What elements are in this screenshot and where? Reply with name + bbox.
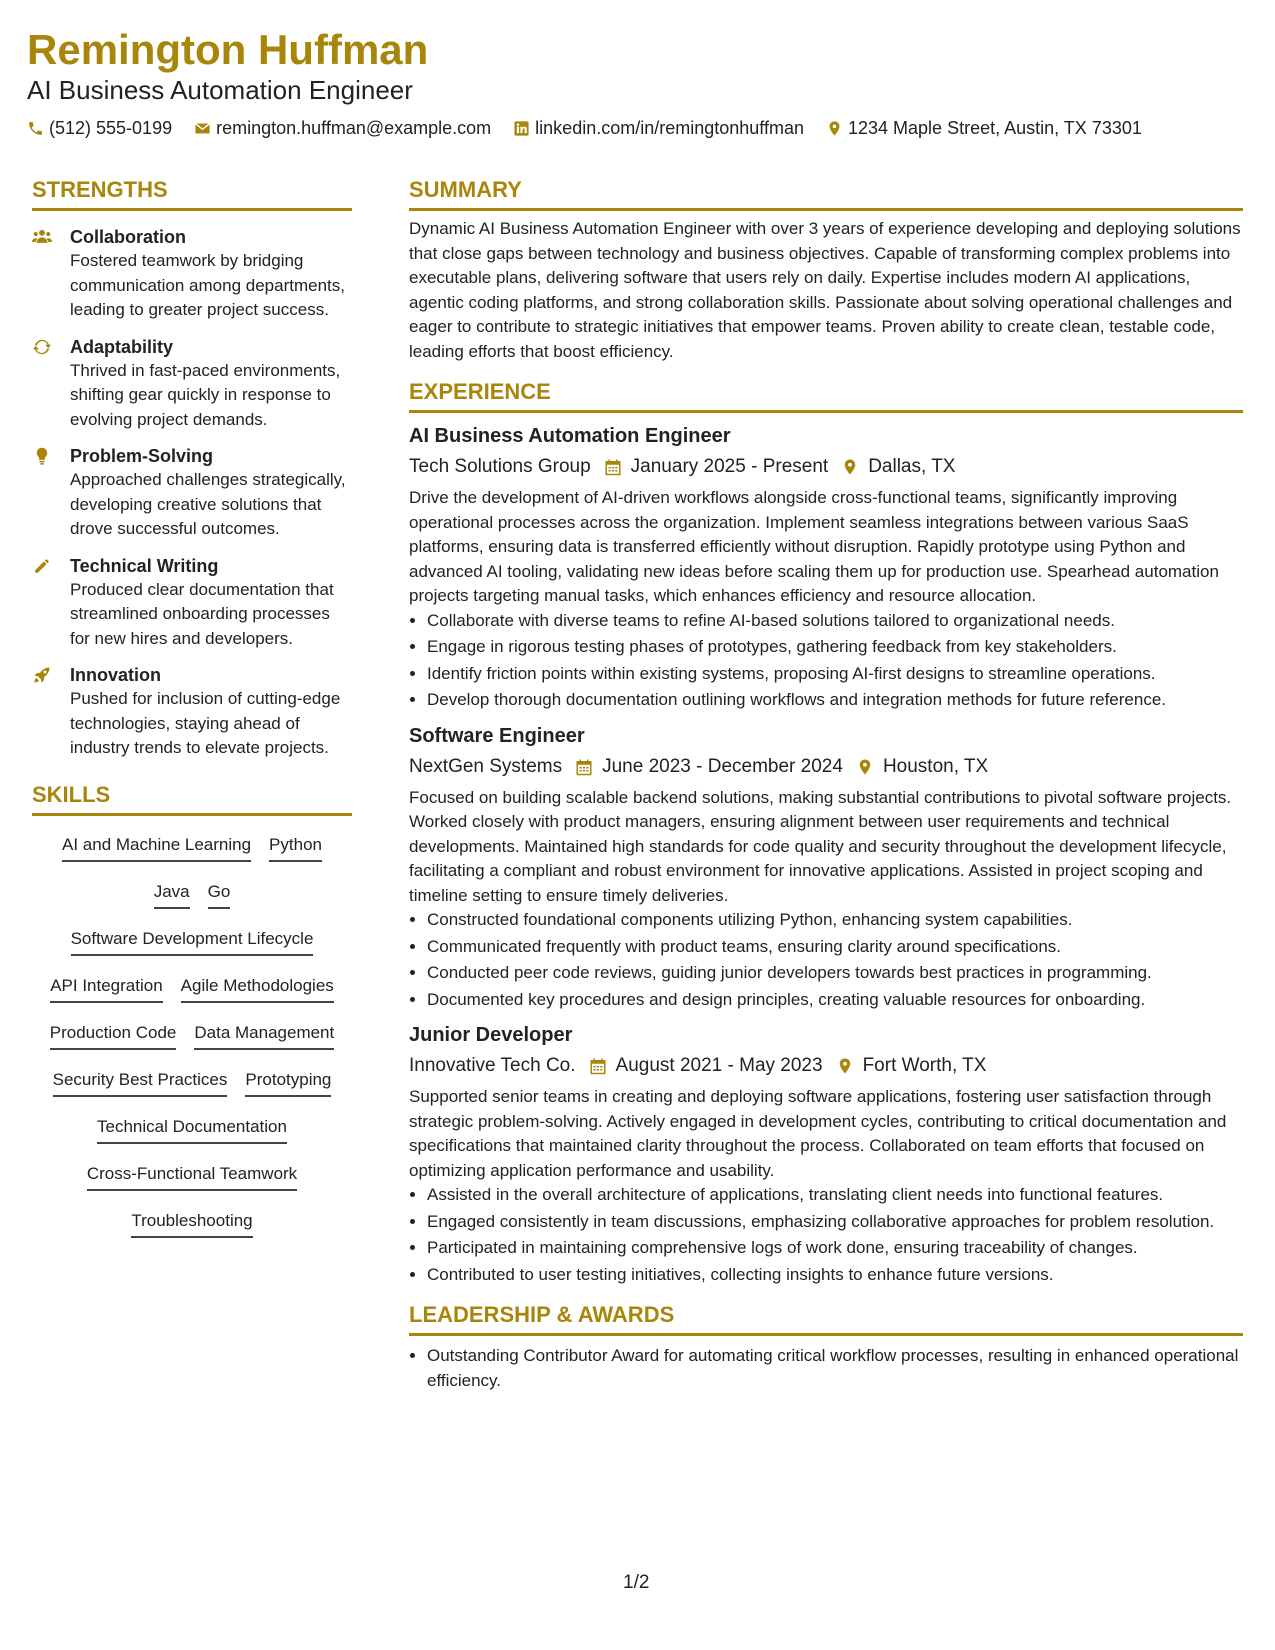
list-item: • Communicated frequently with product teams, ensuring clarity around specifications. bbox=[427, 935, 1243, 960]
phone-text: (512) 555-0199 bbox=[49, 118, 173, 138]
list-item: • Collaborate with diverse teams to refine AI-based solutions tailored to organizational needs. bbox=[427, 609, 1243, 634]
calendar-icon bbox=[604, 458, 622, 476]
job-title: Software Engineer bbox=[409, 724, 585, 747]
strength-desc: Approached challenges strategically, developing creative solutions that drove successful outcomes. bbox=[70, 470, 346, 538]
job-bullets bbox=[409, 1183, 1243, 1287]
job-location: Fort Worth, TX bbox=[862, 1055, 987, 1076]
list-item: • Outstanding Contributor Award for automating critical workflow processes, resulting in enhanced operational efficiency. bbox=[427, 1344, 1243, 1393]
list-item: • Participated in maintaining comprehensive logs of work done, ensuring traceability of changes. bbox=[427, 1236, 1243, 1261]
skill-tag: Agile Methodologies bbox=[181, 971, 334, 1003]
list-item: • Contributed to user testing initiatives, collecting insights to enhance future versions. bbox=[427, 1263, 1243, 1288]
strength-desc: Thrived in fast-paced environments, shifting gear quickly in response to evolving project demands. bbox=[70, 360, 341, 429]
strength-name: Adaptability bbox=[70, 336, 174, 357]
job-location: Dallas, TX bbox=[868, 456, 956, 477]
strength-name: Problem-Solving bbox=[70, 446, 214, 466]
job-location: Houston, TX bbox=[882, 755, 989, 777]
skill-tag: Production Code bbox=[50, 1018, 177, 1050]
list-item: • Assisted in the overall architecture of applications, translating client needs into functional features. bbox=[427, 1183, 1243, 1208]
job-company: Innovative Tech Co. bbox=[409, 1055, 576, 1076]
candidate-name: Remington Huffman bbox=[27, 26, 429, 73]
job-entry bbox=[409, 423, 1243, 713]
contact-bar bbox=[27, 116, 1247, 140]
summary-heading: SUMMARY bbox=[409, 176, 1243, 211]
job-company: Tech Solutions Group bbox=[409, 456, 591, 477]
job-entry bbox=[409, 1022, 1243, 1287]
job-meta bbox=[409, 754, 1243, 780]
strength-item bbox=[32, 335, 352, 433]
phone-icon bbox=[27, 120, 44, 137]
contact-address bbox=[826, 116, 1142, 140]
calendar-icon bbox=[575, 758, 593, 776]
list-item: • Engaged consistently in team discussions, emphasizing collaborative approaches for problem resolution. bbox=[427, 1210, 1243, 1235]
job-meta bbox=[409, 454, 1243, 480]
linkedin-text: linkedin.com/in/remingtonhuffman bbox=[535, 118, 804, 138]
users-icon bbox=[32, 228, 52, 246]
job-dates: June 2023 - December 2024 bbox=[602, 755, 843, 777]
address-text: 1234 Maple Street, Austin, TX 73301 bbox=[848, 118, 1142, 138]
job-description: Drive the development of AI-driven workflows alongside cross-functional teams, significantly improving operational processes across the organization. Implement seamless integrations between various SaaS platforms, ensuring data is transferred efficiently without disruption. Rapidly prototype using Python and advanced AI tooling, validating new ideas before scaling them up for production use. Spearhead automation projects targeting manual tasks, which enhances efficiency and resource allocation. bbox=[409, 488, 1219, 605]
skill-tag: Go bbox=[208, 877, 231, 909]
strength-item bbox=[32, 663, 352, 761]
right-column bbox=[409, 176, 1243, 1395]
leadership-heading: LEADERSHIP & AWARDS bbox=[409, 1301, 1243, 1336]
linkedin-icon bbox=[513, 120, 530, 137]
skills-list bbox=[32, 830, 352, 1253]
list-item: • Constructed foundational components utilizing Python, enhancing system capabilities. bbox=[427, 908, 1243, 933]
strengths-heading: STRENGTHS bbox=[32, 176, 352, 211]
resume-header bbox=[27, 26, 1247, 140]
contact-phone[interactable] bbox=[27, 116, 172, 140]
strength-desc: Fostered teamwork by bridging communication among departments, leading to greater project success. bbox=[70, 251, 345, 319]
strength-item bbox=[32, 554, 352, 652]
contact-email[interactable] bbox=[194, 116, 491, 140]
experience-heading: EXPERIENCE bbox=[409, 378, 1243, 413]
strength-desc: Pushed for inclusion of cutting-edge technologies, staying ahead of industry trends to elevate projects. bbox=[70, 689, 341, 757]
skill-tag: API Integration bbox=[50, 971, 162, 1003]
calendar-icon bbox=[589, 1057, 607, 1075]
location-pin-icon bbox=[826, 120, 843, 137]
pencil-icon bbox=[32, 557, 52, 575]
candidate-title: AI Business Automation Engineer bbox=[27, 75, 413, 105]
strength-name: Innovation bbox=[70, 665, 161, 685]
refresh-icon bbox=[32, 338, 52, 356]
left-column bbox=[32, 176, 352, 1253]
job-description: Supported senior teams in creating and deploying software applications, fostering user satisfaction through strategic problem-solving. Actively engaged in development cycles, contributing to critical documentation and specifications that maintained clarity throughout the process. Collaborated on team efforts that focused on optimizing application performance and usability. bbox=[409, 1087, 1227, 1180]
list-item: • Identify friction points within existing systems, proposing AI-first designs to streamline operations. bbox=[427, 662, 1243, 687]
job-title: AI Business Automation Engineer bbox=[409, 425, 731, 447]
location-pin-icon bbox=[841, 458, 859, 476]
skill-tag: Security Best Practices bbox=[53, 1065, 228, 1097]
strength-name: Technical Writing bbox=[70, 555, 219, 576]
strength-name: Collaboration bbox=[70, 227, 186, 247]
location-pin-icon bbox=[836, 1057, 854, 1075]
list-item: • Develop thorough documentation outlining workflows and integration methods for future reference. bbox=[427, 688, 1243, 713]
skill-tag: Troubleshooting bbox=[131, 1206, 252, 1238]
skill-tag: Cross-Functional Teamwork bbox=[87, 1159, 297, 1191]
job-company: NextGen Systems bbox=[409, 755, 563, 777]
contact-linkedin[interactable] bbox=[513, 116, 804, 140]
job-bullets bbox=[409, 609, 1243, 713]
job-dates: January 2025 - Present bbox=[630, 456, 829, 477]
list-item: • Engage in rigorous testing phases of prototypes, gathering feedback from key stakeholders. bbox=[427, 635, 1243, 660]
skills-heading: SKILLS bbox=[32, 781, 352, 816]
job-meta bbox=[409, 1053, 1243, 1079]
skill-tag: Java bbox=[154, 877, 190, 909]
skill-tag: Technical Documentation bbox=[97, 1112, 287, 1144]
list-item: • Conducted peer code reviews, guiding junior developers towards best practices in programming. bbox=[427, 961, 1243, 986]
summary-text: Dynamic AI Business Automation Engineer with over 3 years of experience developing and deploying solutions that close gaps between technology and business objectives. Capable of transforming complex problems into executable plans, delivering software that users rely on daily. Expertise includes modern AI applications, agentic coding platforms, and strong collaboration skills. Passionate about solving operational challenges and eager to contribute to strategic initiatives that empower teams. Proven ability to create clean, testable code, leading efforts that boost efficiency. bbox=[409, 219, 1241, 361]
rocket-icon bbox=[32, 666, 52, 684]
page-number: 1/2 bbox=[623, 1572, 650, 1593]
leadership-bullets bbox=[409, 1344, 1243, 1393]
skill-tag: Software Development Lifecycle bbox=[71, 924, 314, 956]
skill-tag: Prototyping bbox=[245, 1065, 331, 1097]
lightbulb-icon bbox=[32, 447, 52, 465]
skill-tag: Data Management bbox=[194, 1018, 334, 1050]
email-text: remington.huffman@example.com bbox=[216, 118, 492, 138]
strength-item bbox=[32, 225, 352, 323]
envelope-icon bbox=[194, 120, 211, 137]
skill-tag: Python bbox=[269, 830, 322, 862]
location-pin-icon bbox=[856, 758, 874, 776]
strength-desc: Produced clear documentation that streamlined onboarding processes for new hires and developers. bbox=[70, 579, 334, 648]
job-description: Focused on building scalable backend solutions, making substantial contributions to pivotal software projects. Worked closely with product managers, ensuring alignment between user requirements and technical developments. Maintained high standards for code quality and security throughout the development lifecycle, facilitating a compliant and robust environment for innovative applications. Assisted in project scoping and timeline setting to ensure timely deliveries. bbox=[409, 787, 1232, 905]
job-dates: August 2021 - May 2023 bbox=[615, 1055, 823, 1076]
job-entry bbox=[409, 723, 1243, 1013]
strength-item bbox=[32, 444, 352, 542]
job-title: Junior Developer bbox=[409, 1024, 573, 1046]
job-bullets bbox=[409, 908, 1243, 1012]
list-item: • Documented key procedures and design principles, creating valuable resources for onboarding. bbox=[427, 988, 1243, 1013]
skill-tag: AI and Machine Learning bbox=[62, 830, 251, 862]
